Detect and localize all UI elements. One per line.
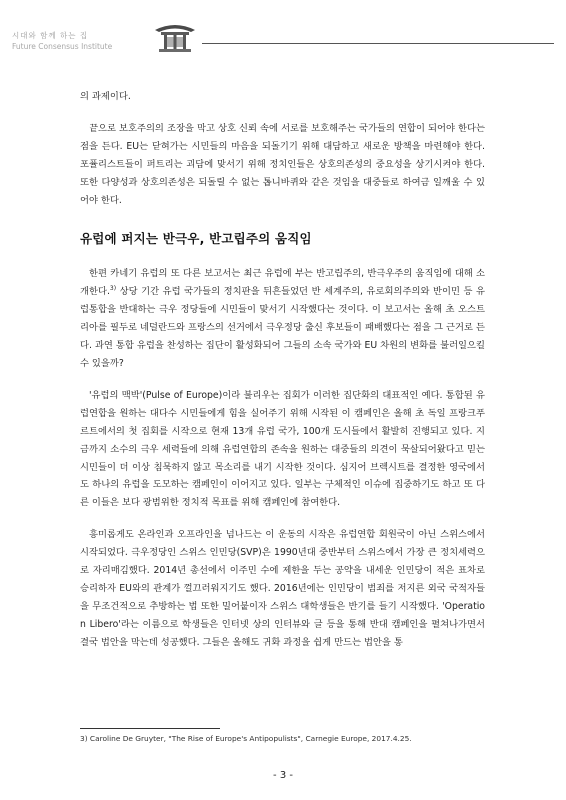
paragraph-switzerland: 흥미롭게도 온라인과 오프라인을 넘나드는 이 운동의 시작은 유럽연합 회원국이 아닌 스위스에서 시작되었다. 극우정당인 스위스 인민당(SVP)은 1990년대 중반부터 스위스에서 가장 큰 정치세력으로 자리매김했다. 2014년 총선에서 이주민 수에 제한을 두는 공약을 내세운 인민당이 적은 표차로 승리하자 EU와의 관계가 껄끄러워지기도 했다. 2016년에는 인민당이 범죄를 저지른 외국 국적자들을 무조건적으로 추방하는 법 또한 밀어붙이자 스위스 대학생들은 반기를 들기 시작했다. 'Operation Libero'라는 이름으로 학생들은 인터넷 상의 인터뷰와 글 등을 통해 반대 캠페인을 펼쳐나가면서 결국 법안을 막는데 성공했다. 그들은 올해도 귀화 과정을 쉽게 만드는 법안을 통 bbox=[80, 529, 485, 648]
paragraph-carnegie-report bbox=[80, 265, 485, 372]
header-divider bbox=[202, 43, 554, 44]
document-body bbox=[80, 88, 485, 652]
page-header bbox=[0, 0, 566, 60]
paragraph-text-start: 한편 카네기 유럽의 또 다른 보고서는 최근 유럽에 부는 반고립주의, 반극우주의 움직임에 대해 소개한다. bbox=[80, 268, 485, 298]
footnote-reference[interactable]: 3) bbox=[109, 285, 117, 293]
brand-english-name: Future Consensus Institute bbox=[12, 42, 113, 51]
traditional-house-logo-icon bbox=[153, 18, 197, 54]
paragraph-protectionism: 끝으로 보호주의의 조장을 막고 상호 신뢰 속에 서로를 보호해주는 국가들의 연합이 되어야 한다는 점을 든다. EU는 닫혀가는 시민들의 마음을 되돌기기 위해 대담하고 새로운 방책을 마련해야 한다. 포퓰리스트들이 퍼트리는 괴담에 맞서기 위해 정치인들은 상호의존성의 중요성을 상기시켜야 한다. 또한 다양성과 상호의존성은 되돌릴 수 없는 톱니바퀴와 같은 것임을 대중들로 하여금 일깨울 수 있어야 한다. bbox=[80, 122, 485, 206]
footnote: 3) Caroline De Gruyter, "The Rise of Europe's Antipopulists", Carnegie Europe, 2017.4.25. bbox=[80, 734, 412, 743]
footnote-divider bbox=[80, 728, 220, 729]
brand-korean-name: 시대와 함께 하는 집 bbox=[12, 31, 89, 40]
page-number: - 3 - bbox=[273, 770, 293, 781]
paragraph-text-rest: 상당 기간 유럽 국가들의 정치판을 뒤흔들었던 반 세계주의, 유로회의주의와 반이민 등 유럽통합을 반대하는 극우 정당들에 시민들이 맞서기 시작했다는 것이다. 이 보고서는 올해 초 오스트리아를 필두로 네덜란드와 프랑스의 선거에서 극우정당 출신 후보들이 패배했다는 점을 그 근거로 든다. 과연 통합 유럽을 찬성하는 집단이 활성화되어 그들의 소속 국가와 EU 차원의 변화를 불러일으킬 수 있을까? bbox=[80, 286, 485, 369]
paragraph-pulse-of-europe: '유럽의 맥박'(Pulse of Europe)이라 불리우는 집회가 이러한 집단화의 대표적인 예다. 통합된 유럽연합을 원하는 대다수 시민들에게 힘을 실어주기 위해 시작된 이 캠페인은 올해 초 독일 프랑크푸르트에서의 첫 집회를 시작으로 현재 13개 유럽 국가, 100개 도시들에서 활발히 진행되고 있다. 지금까지 소수의 극우 세력들에 의해 유럽연합의 존속을 원하는 대중들의 의견이 묵살되어왔다고 믿는 시민들이 더 이상 침묵하지 않고 목소리를 내기 시작한 것이다. 심지어 브렉시트를 결정한 영국에서도 하나의 유럽을 도모하는 캠페인이 이어지고 있다. 일부는 구체적인 이슈에 집중하기도 하고 또 다른 이들은 보다 광범위한 정치적 목표를 위해 캠페인에 참여한다. bbox=[80, 389, 485, 509]
paragraph-continuation: 의 과제이다. bbox=[80, 91, 131, 102]
section-heading: 유럽에 퍼지는 반극우, 반고립주의 움직임 bbox=[80, 231, 312, 247]
